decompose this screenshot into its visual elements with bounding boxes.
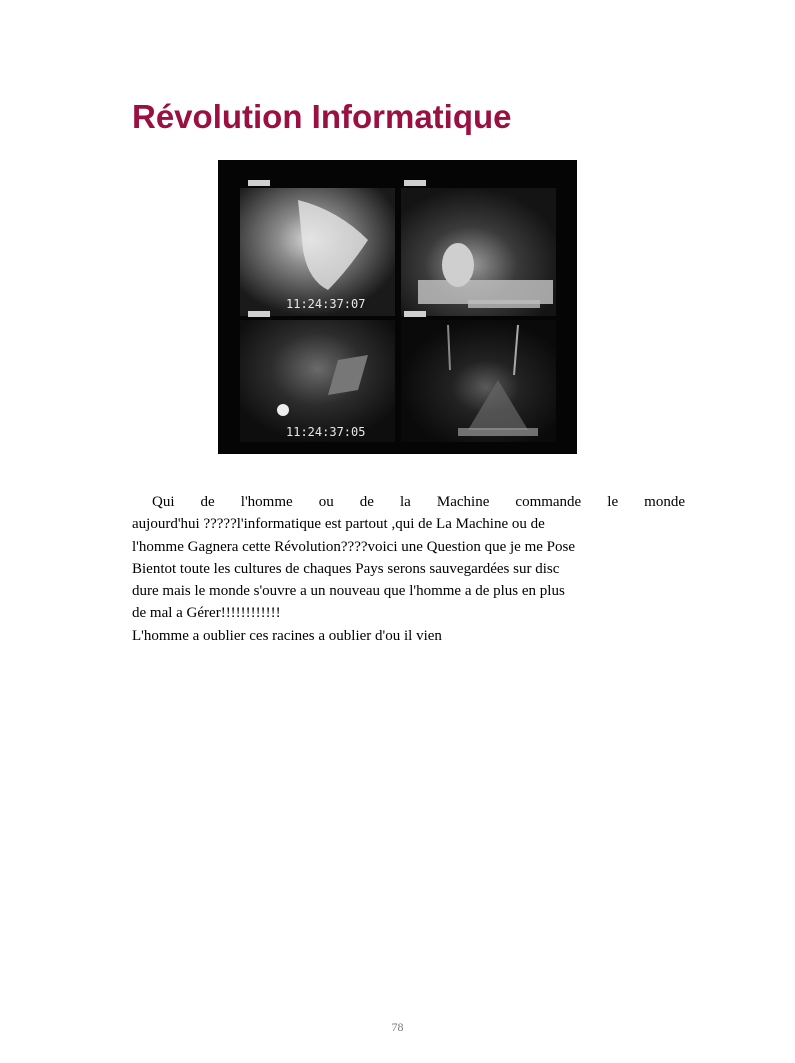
- paragraph-line: dure mais le monde s'ouvre a un nouveau que l'homme a de plus en plus: [132, 583, 565, 600]
- cctv-quad-screen-photo: [218, 160, 577, 454]
- page-number: 78: [391, 1020, 404, 1034]
- paragraph-line: Qui de l'homme ou de la Machine commande le monde: [152, 494, 685, 510]
- paragraph-line: de mal a Gérer!!!!!!!!!!!!: [132, 605, 281, 622]
- body-paragraph: [132, 491, 685, 647]
- timestamp-3: 11:24:37:05: [286, 425, 366, 439]
- paragraph-line: aujourd'hui ?????l'informatique est partout ,qui de La Machine ou de: [132, 516, 545, 533]
- page-title: Révolution Informatique: [132, 98, 512, 135]
- timestamp-1: 11:24:37:07: [286, 297, 366, 311]
- paragraph-line: L'homme a oublier ces racines a oublier d'ou il vien: [132, 627, 442, 644]
- paragraph-line: l'homme Gagnera cette Révolution????voici une Question que je me Pose: [132, 538, 575, 555]
- paragraph-line: Bientot toute les cultures de chaques Pays serons sauvegardées sur disc: [132, 560, 560, 577]
